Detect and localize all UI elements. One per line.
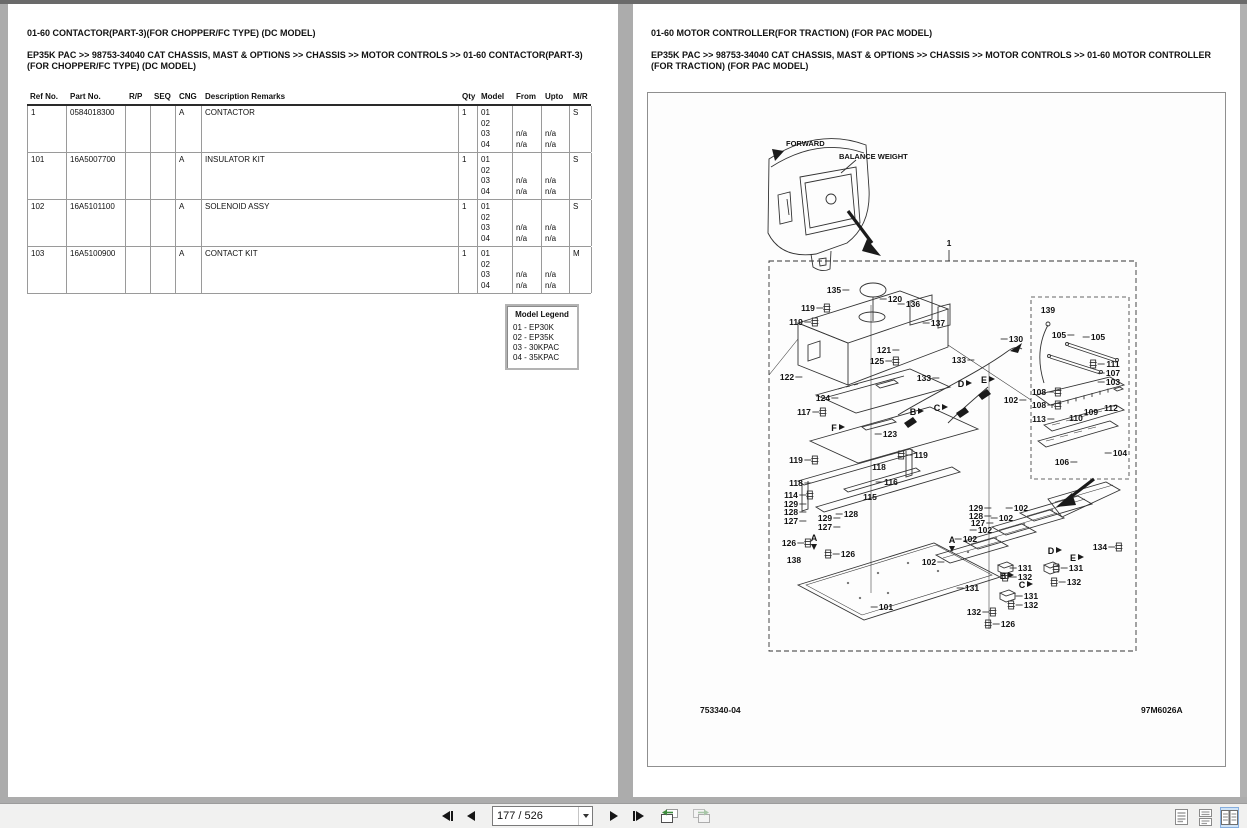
direction-arrow-icon [1078, 554, 1084, 560]
table-cell: 101 [27, 153, 67, 199]
bolt-icon [1054, 401, 1061, 409]
part-callout: 119 [789, 317, 803, 327]
part-callout: 105 [1051, 330, 1067, 340]
last-page-bar-icon [633, 811, 635, 821]
part-callout: 123 [882, 429, 898, 439]
table-cell [126, 200, 151, 246]
part-callout: 136 [905, 299, 921, 309]
part-callout: 102 [1013, 503, 1029, 513]
part-callout: 127 [817, 522, 833, 532]
table-cell: n/a n/a [513, 247, 542, 293]
part-callout: E [1069, 553, 1077, 563]
bolt-icon [811, 456, 818, 464]
part-callout: F [831, 423, 837, 433]
exploded-diagram [647, 92, 1226, 767]
column-header: M/R [573, 92, 588, 101]
part-callout: 128 [843, 509, 859, 519]
table-cell: n/a n/a [513, 200, 542, 246]
viewer-toolbar [0, 803, 1247, 828]
table-cell: A [176, 106, 202, 152]
page-navigation [436, 804, 713, 828]
table-cell: n/a n/a [513, 153, 542, 199]
bolt-icon [1053, 564, 1060, 572]
part-callout: C [933, 403, 941, 413]
model-legend-item: 03 - 30KPAC [513, 343, 560, 352]
direction-arrow-icon [839, 424, 845, 430]
bolt-icon [825, 550, 832, 558]
table-cell: 1 [459, 247, 478, 293]
direction-arrow-icon [966, 380, 972, 386]
first-page-button[interactable] [436, 806, 458, 826]
bolt-icon [811, 318, 818, 326]
parts-table-body [27, 104, 591, 294]
part-callout: 133 [916, 373, 932, 383]
page-title: 01-60 CONTACTOR(PART-3)(FOR CHOPPER/FC TYPE) (DC MODEL) [27, 28, 316, 38]
part-callout: 101 [878, 602, 894, 612]
part-callout: 139 [1040, 305, 1056, 315]
direction-arrow-icon [989, 376, 995, 382]
part-callout: A [810, 533, 818, 543]
table-cell: S [570, 106, 592, 152]
table-cell: n/a n/a [542, 247, 570, 293]
page-layout-controls [1172, 806, 1239, 828]
part-callout: 103 [1105, 377, 1121, 387]
table-cell: 01 02 03 04 [478, 247, 513, 293]
part-callout: 128 [783, 507, 799, 517]
part-callout: 131 [1017, 563, 1033, 573]
part-callout: 138 [786, 555, 802, 565]
balance-weight-label: BALANCE WEIGHT [839, 152, 908, 161]
table-cell [126, 106, 151, 152]
part-callout: 126 [1000, 619, 1016, 629]
table-row [27, 200, 591, 247]
column-header: SEQ [154, 92, 171, 101]
part-callout: 127 [970, 518, 986, 528]
forward-label: FORWARD [786, 139, 825, 148]
table-cell: 102 [27, 200, 67, 246]
part-callout: 131 [1023, 591, 1039, 601]
part-callout: 119 [789, 455, 803, 465]
part-callout: 132 [1023, 600, 1039, 610]
assembly-outline [769, 261, 1136, 651]
part-callout: 102 [921, 557, 937, 567]
table-cell: 01 02 03 04 [478, 200, 513, 246]
part-callout: 132 [1017, 572, 1033, 582]
part-callout: 108 [1031, 400, 1047, 410]
table-cell: A [176, 200, 202, 246]
column-header: Part No. [70, 92, 101, 101]
vertical-scrollbar[interactable] [1240, 4, 1247, 797]
table-cell [151, 153, 176, 199]
table-cell: n/a n/a [542, 106, 570, 152]
column-header: Description Remarks [205, 92, 286, 101]
table-cell: n/a n/a [513, 106, 542, 152]
table-cell: A [176, 247, 202, 293]
breadcrumb: EP35K PAC >> 98753-34040 CAT CHASSIS, MAST & OPTIONS >> CHASSIS >> MOTOR CONTROLS >> 01-60 CONTACTOR(PART-3) (FOR CHOPPER/FC TYPE) (DC MODEL) [27, 50, 583, 71]
bolt-icon [1051, 578, 1058, 586]
page-number-input[interactable] [493, 810, 578, 822]
part-callout: 118 [789, 478, 803, 488]
part-callout: 108 [1031, 387, 1047, 397]
model-legend-item: 04 - 35KPAC [513, 353, 560, 362]
part-callout: 129 [817, 513, 833, 523]
part-callout: 102 [977, 525, 993, 535]
model-legend-items [507, 323, 577, 363]
forward-arrow-icon [772, 149, 784, 161]
previous-view-button[interactable] [657, 806, 681, 826]
bolt-icon [823, 304, 830, 312]
next-page-button[interactable] [603, 806, 625, 826]
part-callout: 107 [1105, 368, 1121, 378]
part-callout: 124 [815, 393, 831, 403]
bolt-icon [898, 451, 905, 459]
model-legend-item: 02 - EP35K [513, 333, 554, 342]
part-callout: 134 [1092, 542, 1108, 552]
previous-view-icon [660, 808, 679, 824]
part-callout: 116 [884, 477, 898, 487]
part-callout: 131 [1068, 563, 1084, 573]
table-cell: 01 02 03 04 [478, 153, 513, 199]
bolt-icon [1115, 543, 1122, 551]
bolt-icon [819, 408, 826, 416]
part-callout: A [948, 535, 956, 545]
part-callout: B [909, 407, 917, 417]
controller-cover-sketch [798, 283, 950, 385]
table-row [27, 106, 591, 153]
part-callout: 130 [1008, 334, 1024, 344]
table-cell: n/a n/a [542, 200, 570, 246]
table-cell: 1 [459, 200, 478, 246]
last-page-icon [636, 811, 644, 821]
part-callout: 132 [1066, 577, 1082, 587]
part-callout: 137 [930, 318, 946, 328]
parts-table [27, 92, 591, 294]
facing-pages-layout-icon [1221, 810, 1238, 825]
column-header: From [516, 92, 536, 101]
continuous-layout-icon [1199, 809, 1212, 826]
part-callout: 115 [863, 492, 877, 502]
table-cell [126, 153, 151, 199]
part-callout: 114 [784, 490, 798, 500]
part-callout: 126 [840, 549, 856, 559]
bolt-icon [806, 491, 813, 499]
table-cell: INSULATOR KIT [202, 153, 459, 199]
part-callout: 122 [779, 372, 795, 382]
next-view-icon [692, 808, 711, 824]
model-legend-item: 01 - EP30K [513, 323, 554, 332]
chevron-down-icon [583, 814, 589, 818]
column-header: R/P [129, 92, 143, 101]
direction-arrow-icon [1056, 547, 1062, 553]
part-callout: 102 [998, 513, 1014, 523]
part-callout: 105 [1090, 332, 1106, 342]
part-callout: 118 [872, 462, 886, 472]
table-row [27, 247, 591, 294]
last-page-button[interactable] [627, 806, 649, 826]
part-callout: 126 [781, 538, 797, 548]
part-callout: 133 [951, 355, 967, 365]
table-cell: 01 02 03 04 [478, 106, 513, 152]
table-cell: M [570, 247, 592, 293]
page-number-combobox[interactable] [492, 806, 593, 826]
first-page-bar-icon [451, 811, 453, 821]
column-header: Ref No. [30, 92, 58, 101]
table-cell: SOLENOID ASSY [202, 200, 459, 246]
bolt-icon [892, 357, 899, 365]
part-callout: 109 [1083, 407, 1099, 417]
column-header: Qty [462, 92, 476, 101]
table-cell: 0584018300 [67, 106, 126, 152]
facing-pages-layout-button[interactable] [1220, 807, 1239, 828]
table-cell: 1 [27, 106, 67, 152]
column-header: CNG [179, 92, 197, 101]
bolt-icon [1090, 360, 1097, 368]
part-callout: 135 [826, 285, 842, 295]
page-title: 01-60 MOTOR CONTROLLER(FOR TRACTION) (FOR PAC MODEL) [651, 28, 933, 38]
part-callout: 112 [1104, 403, 1118, 413]
direction-arrow-icon [811, 544, 817, 550]
bolt-icon [989, 608, 996, 616]
table-cell: 103 [27, 247, 67, 293]
part-callout: 132 [966, 607, 982, 617]
table-cell: 16A5100900 [67, 247, 126, 293]
diagram-svg [648, 93, 1225, 766]
table-cell: CONTACT KIT [202, 247, 459, 293]
part-callout: 110 [1069, 413, 1083, 423]
previous-page-button[interactable] [460, 806, 482, 826]
part-callout: 113 [1032, 414, 1046, 424]
part-callout: 102 [1003, 395, 1019, 405]
part-callout: 127 [783, 516, 799, 526]
single-page-layout-icon [1175, 809, 1188, 825]
part-callout: 117 [797, 407, 811, 417]
part-callout: D [957, 379, 965, 389]
table-cell: S [570, 200, 592, 246]
figure-number: 97M6026A [1141, 705, 1183, 715]
part-callout: 102 [962, 534, 978, 544]
drawing-number: 753340-04 [700, 705, 741, 715]
model-legend [505, 304, 579, 370]
table-cell: n/a n/a [542, 153, 570, 199]
part-callout: D [1047, 546, 1055, 556]
table-cell: 16A5101100 [67, 200, 126, 246]
table-cell: 1 [459, 106, 478, 152]
bolt-icon [1054, 388, 1061, 396]
table-cell [151, 106, 176, 152]
part-callout: C [1018, 580, 1026, 590]
part-callout: E [980, 375, 988, 385]
table-cell: S [570, 153, 592, 199]
column-header: Model [481, 92, 505, 101]
previous-page-icon [467, 811, 475, 821]
part-callout: 106 [1054, 457, 1070, 467]
part-callout: 120 [887, 294, 903, 304]
next-view-button[interactable] [689, 806, 713, 826]
bolt-icon [985, 620, 992, 628]
single-page-layout-button[interactable] [1172, 807, 1191, 828]
part-callout: 121 [876, 345, 892, 355]
part-callout: 119 [914, 450, 928, 460]
next-page-icon [610, 811, 618, 821]
part-callout: 1 [946, 238, 952, 248]
part-callout: 125 [869, 356, 885, 366]
part-callout: 128 [968, 511, 984, 521]
part-callout: 131 [964, 583, 980, 593]
bolt-icon [1008, 601, 1015, 609]
table-cell [151, 247, 176, 293]
part-callout: 111 [1106, 359, 1120, 369]
part-callout: B [999, 571, 1007, 581]
part-callout: 104 [1112, 448, 1128, 458]
first-page-icon [442, 811, 450, 821]
part-callout: 129 [783, 499, 799, 509]
table-cell [126, 247, 151, 293]
direction-arrow-icon [942, 404, 948, 410]
right-page [633, 4, 1240, 797]
parts-table-header [27, 92, 591, 104]
table-cell: 1 [459, 153, 478, 199]
table-cell: CONTACTOR [202, 106, 459, 152]
part-callout: 129 [968, 503, 984, 513]
table-cell: A [176, 153, 202, 199]
table-cell [151, 200, 176, 246]
table-row [27, 153, 591, 200]
table-cell: 16A5007700 [67, 153, 126, 199]
part-callout: 119 [801, 303, 815, 313]
continuous-layout-button[interactable] [1196, 807, 1215, 828]
page-number-dropdown[interactable] [578, 807, 592, 825]
left-page [8, 4, 618, 797]
column-header: Upto [545, 92, 564, 101]
model-legend-title: Model Legend [515, 310, 569, 319]
breadcrumb: EP35K PAC >> 98753-34040 CAT CHASSIS, MAST & OPTIONS >> CHASSIS >> MOTOR CONTROLS >> 01-60 MOTOR CONTROLLER (FOR TRACTION) (FOR PAC MODEL) [651, 50, 1211, 71]
